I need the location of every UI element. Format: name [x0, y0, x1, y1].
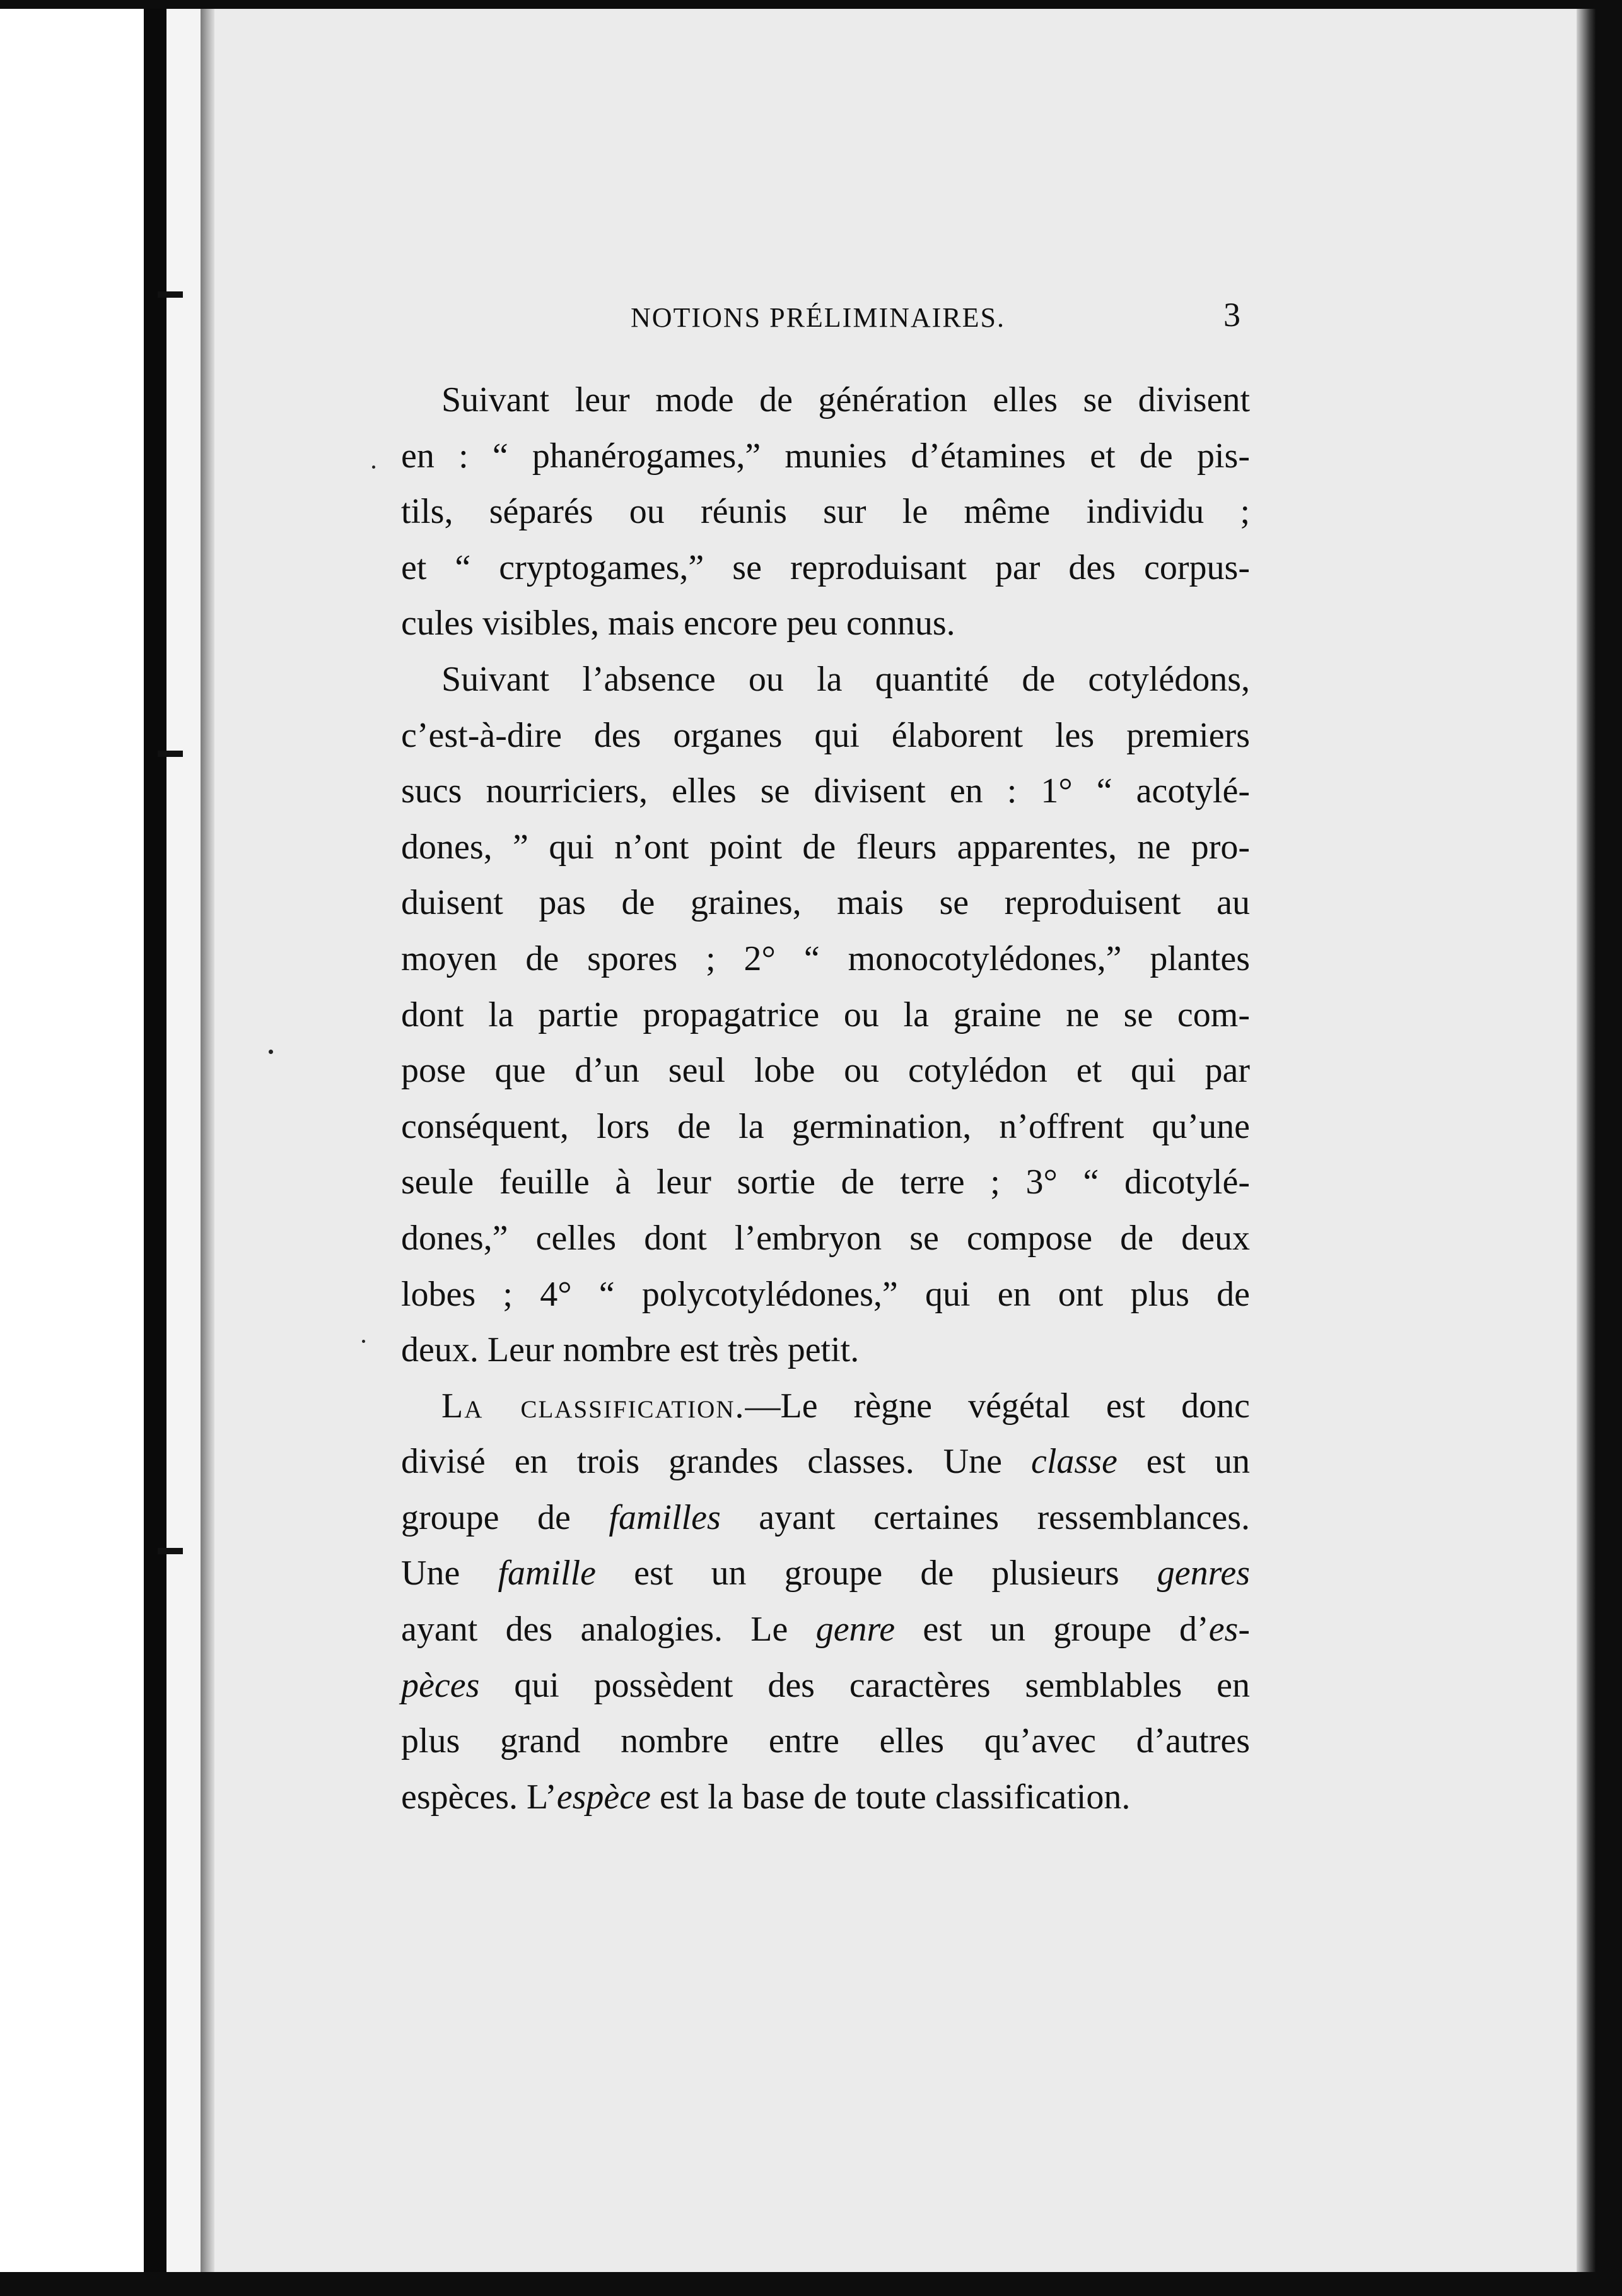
text-run: deux. Leur nombre est très petit.: [401, 1330, 860, 1370]
book-binding-edge: [144, 9, 166, 2280]
text-run: divisé en trois grandes classes. Une: [401, 1442, 1031, 1482]
text-run: groupe de: [401, 1497, 609, 1537]
italic-term: espèce: [556, 1777, 651, 1817]
text-line: [401, 875, 1250, 931]
paragraph: [401, 372, 1250, 652]
text-line: [401, 1490, 1250, 1546]
text-run: en : “ phanérogames,” munies d’étamines et de pis-: [401, 436, 1250, 476]
text-run: est un groupe d’: [895, 1610, 1209, 1649]
text-line: [401, 763, 1250, 819]
text-run: —Le règne végétal est donc: [745, 1386, 1250, 1426]
text-line: [401, 1099, 1250, 1155]
text-run: moyen de spores ; 2° “ monocotylédones,” plantes: [401, 939, 1250, 978]
page-inner-shadow: [201, 9, 214, 2273]
italic-term: genre: [815, 1610, 896, 1649]
text-run: est un groupe de plusieurs: [596, 1554, 1157, 1593]
text-run: tils, séparés ou réunis sur le même individu ;: [401, 492, 1250, 532]
text-run: est un: [1117, 1442, 1250, 1482]
text-line: [401, 595, 1250, 652]
text-run: Une: [401, 1554, 498, 1593]
text-run: espèces. L’: [401, 1777, 557, 1817]
text-line: [401, 1154, 1250, 1210]
paper-speck: [362, 1340, 365, 1343]
paper-speck: [372, 466, 375, 469]
text-run: duisent pas de graines, mais se reproduisent au: [401, 883, 1250, 923]
italic-term: familles: [609, 1497, 721, 1537]
text-line: [401, 931, 1250, 987]
text-run: Suivant l’absence ou la quantité de cotylédons,: [441, 659, 1250, 699]
text-line: [401, 708, 1250, 764]
paragraph: [401, 652, 1250, 1378]
text-run: lobes ; 4° “ polycotylédones,” qui en ont plus de: [401, 1274, 1250, 1314]
text-run: ayant certaines ressemblances.: [720, 1497, 1251, 1537]
text-run: c’est-à-dire des organes qui élaborent les premiers: [401, 715, 1250, 755]
text-line: [401, 1378, 1250, 1434]
text-line: [401, 1713, 1250, 1769]
text-line: [401, 1602, 1250, 1658]
text-line: [401, 987, 1250, 1043]
italic-term: es-: [1208, 1610, 1250, 1649]
text-run: pose que d’un seul lobe ou cotylédon et qui par: [401, 1051, 1250, 1091]
italic-term: classe: [1030, 1442, 1117, 1482]
paper-speck: [269, 1050, 273, 1054]
text-line: [401, 428, 1250, 484]
text-run: dones, ” qui n’ont point de fleurs apparentes, ne pro-: [401, 827, 1250, 867]
text-line: [401, 1658, 1250, 1714]
page-number: 3: [1223, 296, 1240, 334]
binding-gutter: [166, 9, 201, 2280]
text-run: qui possèdent des caractères semblables en: [479, 1665, 1250, 1705]
text-run: seule feuille à leur sortie de terre ; 3° “ dicotylé-: [401, 1163, 1250, 1202]
text-run: sucs nourriciers, elles se divisent en : 1° “ acotylé-: [401, 771, 1250, 811]
text-line: [401, 652, 1250, 708]
scan-border-top: [0, 0, 1622, 9]
text-line: [401, 1545, 1250, 1602]
scan-border-bottom: [0, 2272, 1622, 2296]
text-line: [401, 1769, 1250, 1825]
text-line: [401, 484, 1250, 540]
text-run: ayant des analogies. Le: [401, 1610, 816, 1649]
text-line: [401, 819, 1250, 876]
text-line: [401, 1434, 1250, 1490]
paragraph: [401, 1378, 1250, 1825]
scan-border-right: [1596, 0, 1622, 2296]
text-run: dont la partie propagatrice ou la graine ne se com-: [401, 995, 1250, 1034]
italic-term: famille: [498, 1554, 596, 1593]
binding-stitch: [158, 751, 183, 757]
text-line: [401, 1267, 1250, 1323]
text-run: et “ cryptogames,” se reproduisant par des corpus-: [401, 548, 1250, 587]
italic-term: pèces: [401, 1665, 480, 1705]
text-run: cules visibles, mais encore peu connus.: [401, 604, 955, 643]
section-title: La classification.: [441, 1386, 745, 1426]
text-line: [401, 1322, 1250, 1378]
italic-term: genres: [1157, 1554, 1250, 1593]
text-run: conséquent, lors de la germination, n’offrent qu’une: [401, 1106, 1250, 1146]
body-text: [401, 372, 1250, 1825]
text-line: [401, 1043, 1250, 1099]
text-run: plus grand nombre entre elles qu’avec d’autres: [401, 1721, 1250, 1761]
text-line: [401, 1210, 1250, 1267]
text-run: est la base de toute classification.: [650, 1777, 1131, 1817]
running-head: NOTIONS PRÉLIMINAIRES.: [631, 302, 1005, 333]
text-run: dones,” celles dont l’embryon se compose de deux: [401, 1218, 1250, 1258]
binding-stitch: [158, 1548, 183, 1554]
text-line: [401, 540, 1250, 596]
page-outer-edge: [1577, 9, 1596, 2272]
binding-stitch: [158, 291, 183, 298]
text-run: Suivant leur mode de génération elles se divisent: [441, 380, 1250, 419]
text-line: [401, 372, 1250, 428]
